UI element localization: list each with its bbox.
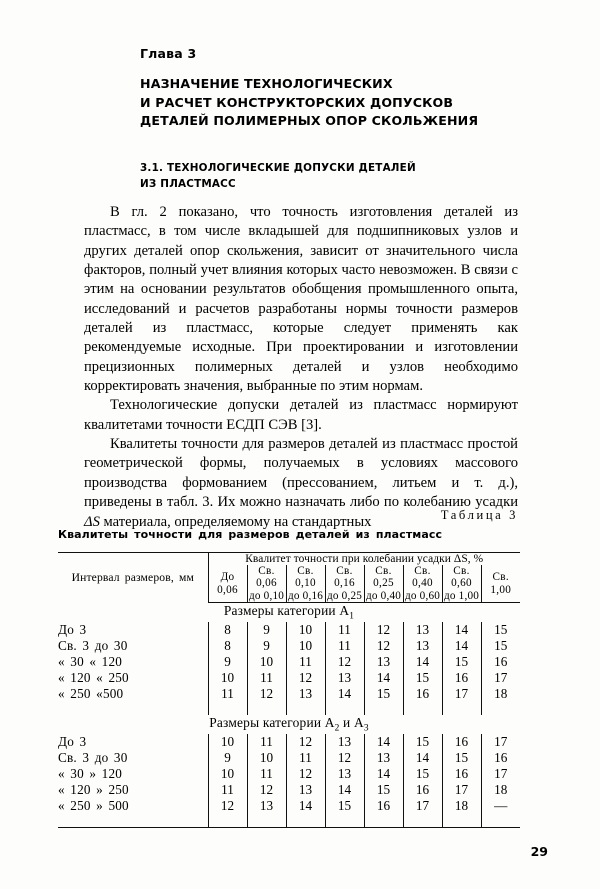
- section-title-line-1: 3.1. ТЕХНОЛОГИЧЕСКИЕ ДОПУСКИ ДЕТАЛЕЙ: [140, 162, 416, 174]
- column-header-3-line1: Св.: [336, 565, 353, 577]
- column-header-1-line2: 0,06: [256, 577, 277, 590]
- table-row: [58, 638, 520, 654]
- group-spacer-stub: [58, 702, 208, 715]
- group-title-row-2: [58, 715, 520, 734]
- row-value: 10: [247, 654, 286, 670]
- column-header-1: [247, 565, 286, 603]
- row-value: 17: [442, 686, 481, 702]
- row-value: 10: [208, 670, 247, 686]
- table-caption: Квалитеты точности для размеров деталей из пластмасс: [58, 528, 443, 541]
- row-value: 11: [247, 766, 286, 782]
- row-value: 14: [364, 734, 403, 750]
- row-interval: « 120 » 250: [58, 781, 129, 797]
- chapter-title: [140, 75, 540, 131]
- group-spacer-cell: [325, 702, 364, 715]
- group-spacer-cell: [208, 702, 247, 715]
- column-header-5-line1: Св.: [414, 565, 431, 577]
- group-title-2: [58, 715, 520, 734]
- bottom-spacer-cell: [247, 814, 286, 828]
- row-value: 13: [403, 622, 442, 638]
- column-header-2: [286, 565, 325, 603]
- row-value: 13: [247, 798, 286, 814]
- row-interval: До 3: [58, 733, 87, 749]
- row-value: 13: [325, 766, 364, 782]
- row-value: 17: [481, 766, 520, 782]
- row-value: 15: [481, 622, 520, 638]
- chapter-label: Глава 3: [140, 46, 197, 61]
- column-header-0: [208, 565, 247, 603]
- row-interval: До 3: [58, 621, 87, 637]
- group-spacer-cell: [442, 702, 481, 715]
- column-header-4: [364, 565, 403, 603]
- body-text: [84, 203, 518, 532]
- table-row: [58, 622, 520, 638]
- row-value: 13: [403, 638, 442, 654]
- column-header-1-line3: до 0,10: [248, 589, 285, 602]
- row-value: 17: [481, 734, 520, 750]
- row-value: 12: [364, 622, 403, 638]
- row-value: 12: [325, 654, 364, 670]
- row-value: 11: [208, 686, 247, 702]
- row-interval: « 30 « 120: [58, 653, 123, 669]
- stub-header-cell: Интервал размеров, мм: [58, 553, 208, 603]
- table-header-span-row: [58, 553, 520, 566]
- row-value: 17: [481, 670, 520, 686]
- row-value: 9: [247, 638, 286, 654]
- column-header-7-line1: Св.: [492, 571, 509, 584]
- column-header-4-line2: 0,25: [373, 577, 394, 590]
- row-value: 14: [442, 622, 481, 638]
- paragraph-3-text-before-delta: Квалитеты точности для размеров деталей из пластмасс простой геометрической формы, получаемых в условиях массового производства формованием (прессованием, литьем и т. д.), приведены в табл. 3. Их можно назначать либо по колебанию усадки: [84, 436, 518, 511]
- row-value: 14: [286, 798, 325, 814]
- table-bottom-spacer-row: [58, 814, 520, 828]
- section-title-line-2: ИЗ ПЛАСТМАСС: [140, 178, 236, 190]
- group-spacer-cell: [247, 702, 286, 715]
- row-value: 13: [286, 782, 325, 798]
- column-header-2-line1: Св.: [297, 565, 314, 577]
- table-row: [58, 750, 520, 766]
- row-value: —: [481, 798, 520, 814]
- column-header-0-line2: 0,06: [217, 583, 238, 596]
- bottom-spacer-cell: [286, 814, 325, 828]
- row-interval: « 30 » 120: [58, 765, 123, 781]
- delta-s-symbol: ΔS: [84, 513, 100, 530]
- column-header-3-line3: до 0,25: [326, 589, 363, 602]
- row-value: 15: [364, 782, 403, 798]
- bottom-spacer-cell: [442, 814, 481, 828]
- column-header-4-line3: до 0,40: [365, 589, 402, 602]
- group-title-row-1: [58, 603, 520, 622]
- row-value: 11: [247, 670, 286, 686]
- row-value: 15: [403, 670, 442, 686]
- row-value: 10: [286, 638, 325, 654]
- quality-grades-table-wrap: [58, 552, 520, 828]
- row-value: 15: [403, 766, 442, 782]
- group-spacer-cell: [364, 702, 403, 715]
- column-header-5-line3: до 0,60: [404, 589, 441, 602]
- row-value: 11: [325, 622, 364, 638]
- group-title-1: [58, 603, 520, 622]
- row-value: 15: [481, 638, 520, 654]
- bottom-spacer-cell: [208, 814, 247, 828]
- row-value: 11: [286, 750, 325, 766]
- row-value: 15: [403, 734, 442, 750]
- group-spacer-cell: [481, 702, 520, 715]
- column-header-2-line3: до 0,16: [287, 589, 324, 602]
- row-value: 11: [208, 782, 247, 798]
- row-value: 18: [481, 686, 520, 702]
- column-header-6: [442, 565, 481, 603]
- table-row: [58, 686, 520, 702]
- table-row: [58, 670, 520, 686]
- group-title-2-prefix: Размеры категории A: [209, 714, 335, 730]
- column-header-7: [481, 565, 520, 603]
- row-value: 16: [403, 686, 442, 702]
- column-header-6-line2: 0,60: [451, 577, 472, 590]
- bottom-spacer-cell: [481, 814, 520, 828]
- row-value: 13: [364, 750, 403, 766]
- column-header-1-line1: Св.: [258, 565, 275, 577]
- paragraph-3-text-after-delta: материала, определяемому на стандартных: [99, 513, 372, 530]
- row-value: 12: [247, 686, 286, 702]
- chapter-heading-block: [140, 46, 540, 131]
- group-spacer-cell: [286, 702, 325, 715]
- row-value: 14: [403, 750, 442, 766]
- row-value: 13: [364, 654, 403, 670]
- group-title-2-sub2: 3: [363, 723, 369, 734]
- row-value: 16: [364, 798, 403, 814]
- section-heading-block: [140, 160, 540, 192]
- row-value: 14: [325, 686, 364, 702]
- row-value: 12: [286, 766, 325, 782]
- column-header-6-line1: Св.: [453, 565, 470, 577]
- row-value: 12: [286, 734, 325, 750]
- bottom-spacer-cell: [364, 814, 403, 828]
- row-value: 11: [247, 734, 286, 750]
- row-interval: Св. 3 до 30: [58, 637, 128, 653]
- column-header-7-line2: 1,00: [490, 583, 512, 596]
- column-header-3: [325, 565, 364, 603]
- row-value: 14: [364, 670, 403, 686]
- column-header-4-line1: Св.: [375, 565, 392, 577]
- row-value: 11: [325, 638, 364, 654]
- column-header-5-line2: 0,40: [412, 577, 433, 590]
- row-value: 16: [481, 750, 520, 766]
- group-title-1-prefix: Размеры категории A: [223, 603, 350, 619]
- row-value: 14: [325, 782, 364, 798]
- row-value: 12: [364, 638, 403, 654]
- row-value: 9: [208, 750, 247, 766]
- row-value: 16: [442, 670, 481, 686]
- row-value: 11: [286, 654, 325, 670]
- row-value: 16: [403, 782, 442, 798]
- span-header-cell: Квалитет точности при колебании усадки ΔS, %: [208, 553, 520, 566]
- row-interval: « 250 «500: [58, 685, 124, 701]
- chapter-title-line-2: И РАСЧЕТ КОНСТРУКТОРСКИХ ДОПУСКОВ: [140, 94, 454, 110]
- row-value: 13: [325, 670, 364, 686]
- quality-grades-table: [58, 552, 520, 828]
- row-value: 8: [208, 638, 247, 654]
- bottom-spacer-cell: [403, 814, 442, 828]
- column-header-2-line2: 0,10: [295, 577, 316, 590]
- row-value: 17: [403, 798, 442, 814]
- row-value: 15: [442, 750, 481, 766]
- row-value: 14: [403, 654, 442, 670]
- row-value: 18: [442, 798, 481, 814]
- table-row: [58, 798, 520, 814]
- row-value: 14: [364, 766, 403, 782]
- group-title-2-sub: 2: [334, 723, 340, 734]
- column-header-3-line2: 0,16: [334, 577, 355, 590]
- column-header-5: [403, 565, 442, 603]
- chapter-title-line-3: ДЕТАЛЕЙ ПОЛИМЕРНЫХ ОПОР СКОЛЬЖЕНИЯ: [140, 113, 479, 128]
- row-interval: Св. 3 до 30: [58, 749, 128, 765]
- group-spacer-row-1: [58, 702, 520, 715]
- chapter-title-line-1: НАЗНАЧЕНИЕ ТЕХНОЛОГИЧЕСКИХ: [140, 76, 393, 91]
- row-value: 14: [442, 638, 481, 654]
- paragraph-1: В гл. 2 показано, что точность изготовления деталей из пластмасс, в том числе вкладышей для подшипниковых узлов и других деталей опор скольжения, зависит от значительного числа факторов, полный учет влияния которых часто невозможен. В связи с этим на основании результатов обобщения промышленного опыта, исследований и расчетов разработаны нормы точности размеров деталей из пластмасс, которые следует применять как рекомендуемые исходные. При проектировании и изготовлении прецизионных полимерных деталей и узлов необходимо корректировать значения, выбранные по этим нормам.: [84, 204, 518, 395]
- group-spacer-cell: [403, 702, 442, 715]
- row-value: 15: [442, 654, 481, 670]
- row-value: 15: [325, 798, 364, 814]
- bottom-spacer-stub: [58, 814, 208, 828]
- page-number: 29: [530, 844, 548, 859]
- row-value: 8: [208, 622, 247, 638]
- row-value: 10: [286, 622, 325, 638]
- row-value: 13: [325, 734, 364, 750]
- row-value: 9: [247, 622, 286, 638]
- row-interval: « 250 » 500: [58, 797, 129, 813]
- row-value: 12: [286, 670, 325, 686]
- bottom-spacer-cell: [325, 814, 364, 828]
- group-title-2-suffix: и A: [339, 714, 364, 730]
- row-value: 16: [481, 654, 520, 670]
- table-number-label: Таблица 3: [440, 508, 518, 522]
- paragraph-2: Технологические допуски деталей из пластмасс нормируют квалитетами точности ЕСДП СЭВ [3].: [84, 397, 518, 433]
- row-value: 17: [442, 782, 481, 798]
- table-row: [58, 654, 520, 670]
- row-value: 10: [208, 734, 247, 750]
- row-interval: « 120 « 250: [58, 669, 129, 685]
- table-row: [58, 782, 520, 798]
- row-value: 9: [208, 654, 247, 670]
- row-value: 10: [247, 750, 286, 766]
- table-row: [58, 766, 520, 782]
- row-value: 12: [325, 750, 364, 766]
- row-value: 18: [481, 782, 520, 798]
- row-value: 12: [247, 782, 286, 798]
- column-header-0-line1: До: [220, 571, 235, 584]
- row-value: 16: [442, 766, 481, 782]
- group-title-1-sub: 1: [349, 611, 355, 622]
- row-value: 10: [208, 766, 247, 782]
- row-value: 13: [286, 686, 325, 702]
- table-row: [58, 734, 520, 750]
- row-value: 16: [442, 734, 481, 750]
- row-value: 15: [364, 686, 403, 702]
- row-value: 12: [208, 798, 247, 814]
- column-header-6-line3: до 1,00: [443, 589, 480, 602]
